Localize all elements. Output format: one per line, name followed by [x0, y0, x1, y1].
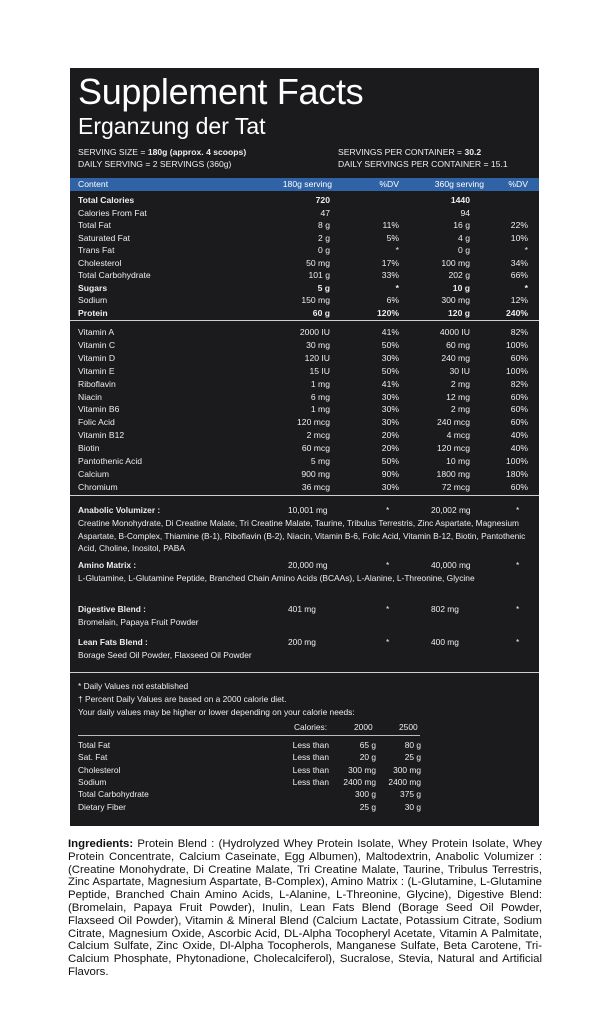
- supplement-facts-panel: [70, 68, 539, 826]
- blend-amount-360: 400 mg: [431, 637, 459, 647]
- header-dv-180: %DV: [379, 179, 399, 189]
- blend-amount-180: 10,001 mg: [288, 505, 328, 515]
- nutrient-amount-360: 300 mg: [441, 295, 470, 305]
- vitamin-name: Calcium: [78, 468, 110, 479]
- vitamin-row: [70, 403, 539, 415]
- vitamin-amount-180: 2000 IU: [299, 327, 330, 337]
- nutrient-amount-360: 202 g: [448, 270, 470, 280]
- vitamin-row: [70, 365, 539, 377]
- vitamin-row: [70, 352, 539, 364]
- vitamin-dv-180: 30%: [381, 404, 399, 415]
- dv-row-2500: 2400 mg: [388, 776, 421, 787]
- vitamin-amount-180: 5 mg: [310, 456, 330, 466]
- nutrient-dv-360: 66%: [510, 270, 528, 280]
- dv-row-limit: Less than: [292, 740, 329, 750]
- vitamin-dv-180: 20%: [381, 430, 399, 441]
- vitamin-name: Biotin: [78, 443, 100, 454]
- blend-block: [78, 504, 533, 554]
- vitamin-dv-360: 40%: [510, 443, 528, 454]
- vitamin-dv-180: 41%: [381, 327, 399, 337]
- nutrient-amount-180: 8 g: [318, 220, 330, 230]
- nutrient-dv-360: *: [524, 282, 528, 293]
- nutrient-dv-360: *: [524, 245, 528, 255]
- vitamin-dv-180: 30%: [381, 417, 399, 428]
- vitamin-amount-360: 2 mg: [450, 404, 470, 415]
- vitamin-dv-180: 50%: [381, 456, 399, 466]
- blend-name: Amino Matrix :: [78, 560, 137, 570]
- dv-row-2000: 65 g: [359, 740, 376, 750]
- vitamin-dv-360: 100%: [506, 339, 528, 350]
- header-content: Content: [78, 179, 109, 189]
- vitamin-row: [70, 378, 539, 390]
- vitamin-dv-180: 50%: [381, 365, 399, 376]
- dv-row-2500: 300 mg: [393, 764, 421, 775]
- vitamin-name: Vitamin B6: [78, 404, 120, 415]
- nutrient-amount-360: 100 mg: [441, 257, 470, 268]
- vitamin-name: Vitamin D: [78, 352, 116, 363]
- ingredients-label: Ingredients:: [68, 838, 134, 850]
- nutrient-dv-180: 6%: [386, 295, 399, 305]
- vitamin-name: Folic Acid: [78, 417, 115, 428]
- blend-amount-360: 40,000 mg: [431, 560, 471, 570]
- vitamin-name: Vitamin E: [78, 365, 115, 376]
- vitamin-dv-360: 100%: [506, 365, 528, 376]
- nutrient-row: [70, 219, 539, 231]
- daily-serving: DAILY SERVING = 2 SERVINGS (360g): [78, 159, 232, 169]
- vitamin-amount-180: 2 mcg: [306, 430, 330, 441]
- dv-col-2500: 2500: [399, 722, 418, 732]
- nutrient-amount-360: 4 g: [458, 232, 470, 243]
- vitamin-dv-180: 20%: [381, 443, 399, 454]
- blend-description: Creatine Monohydrate, Di Creatine Malate, Tri Creatine Malate, Taurine, Tribulus Terrestris, Zinc Aspartate, Magnesium Aspartate, B-Complex, Thiamine (B-1), Riboflavin (B-2), Niacin, Vitamin B-6, Folic Acid, Vitamin B-12, Biotin, Pantothenic Acid, Choline, Inositol, PABA: [78, 518, 526, 553]
- vitamin-row: [70, 391, 539, 403]
- blend-dv-360: *: [516, 637, 520, 647]
- vitamin-amount-360: 120 mcg: [437, 443, 470, 454]
- vitamin-dv-180: 30%: [381, 391, 399, 402]
- dv-calories-label: Calories:: [294, 722, 328, 732]
- vitamin-dv-180: 30%: [381, 481, 399, 492]
- vitamin-dv-360: 60%: [510, 404, 528, 415]
- vitamin-row: [70, 339, 539, 351]
- vitamin-dv-360: 100%: [506, 456, 528, 466]
- nutrient-row: [70, 294, 539, 306]
- vitamin-amount-360: 240 mcg: [437, 417, 470, 428]
- vitamin-dv-360: 60%: [510, 352, 528, 363]
- vitamin-dv-180: 90%: [381, 468, 399, 479]
- note-percent-daily: † Percent Daily Values are based on a 2000 calorie diet.: [78, 694, 287, 704]
- nutrient-row: [70, 207, 539, 219]
- nutrient-amount-180: 150 mg: [301, 295, 330, 305]
- nutrient-dv-180: 5%: [386, 232, 399, 243]
- vitamin-amount-360: 10 mg: [446, 456, 470, 466]
- vitamin-amount-360: 30 IU: [449, 365, 470, 376]
- dv-row-name: Total Carbohydrate: [78, 789, 149, 800]
- header-dv-360: %DV: [508, 179, 528, 189]
- vitamin-row: [70, 429, 539, 441]
- blend-dv-180: *: [386, 637, 390, 647]
- vitamin-amount-180: 900 mg: [301, 468, 330, 479]
- page-title: Supplement Facts: [78, 71, 364, 112]
- vitamin-amount-180: 60 mcg: [301, 443, 330, 454]
- vitamin-amount-360: 1800 mg: [436, 468, 470, 479]
- nutrient-name: Calories From Fat: [78, 207, 147, 218]
- blend-name: Anabolic Volumizer :: [78, 505, 161, 515]
- vitamin-name: Chromium: [78, 481, 118, 492]
- divider: [70, 495, 539, 496]
- blend-name: Lean Fats Blend :: [78, 637, 148, 647]
- vitamin-amount-180: 15 IU: [309, 365, 330, 376]
- vitamin-row: [70, 455, 539, 467]
- dv-row-name: Sat. Fat: [78, 752, 108, 763]
- dv-row-limit: Less than: [292, 752, 329, 763]
- blend-block: [78, 603, 533, 629]
- blend-description: Bromelain, Papaya Fruit Powder: [78, 617, 199, 627]
- dv-row-2000: 300 g: [355, 789, 376, 800]
- nutrient-amount-180: 5 g: [317, 282, 330, 293]
- vitamin-amount-360: 60 mg: [446, 339, 470, 350]
- blend-block: [78, 636, 533, 662]
- vitamin-dv-360: 180%: [506, 468, 528, 479]
- nutrient-name: Trans Fat: [78, 245, 115, 255]
- dv-row-name: Dietary Fiber: [78, 801, 126, 812]
- vitamin-row: [70, 326, 539, 338]
- vitamin-amount-360: 72 mcg: [441, 481, 470, 492]
- nutrient-name: Cholesterol: [78, 257, 122, 268]
- nutrient-name: Saturated Fat: [78, 232, 131, 243]
- serving-size: SERVING SIZE = 180g (approx. 4 scoops): [78, 147, 247, 157]
- nutrient-dv-360: 10%: [510, 232, 528, 243]
- vitamin-name: Vitamin A: [78, 327, 115, 337]
- vitamin-amount-360: 240 mg: [441, 352, 470, 363]
- vitamin-dv-360: 82%: [510, 327, 528, 337]
- nutrient-dv-360: 12%: [510, 295, 528, 305]
- nutrient-dv-180: 120%: [377, 307, 399, 318]
- nutrient-dv-180: 33%: [381, 270, 399, 280]
- vitamin-dv-180: 30%: [381, 352, 399, 363]
- dv-col-2000: 2000: [354, 722, 373, 732]
- nutrient-amount-180: 47: [320, 207, 330, 218]
- blend-dv-180: *: [386, 505, 390, 515]
- dv-row-name: Sodium: [78, 776, 107, 787]
- vitamin-name: Pantothenic Acid: [78, 456, 143, 466]
- nutrient-row: [70, 194, 539, 206]
- vitamin-row: [70, 468, 539, 480]
- blend-dv-360: *: [516, 604, 520, 614]
- nutrient-dv-180: 11%: [382, 220, 399, 230]
- vitamin-row: [70, 442, 539, 454]
- vitamin-amount-180: 120 mcg: [297, 417, 330, 428]
- vitamin-name: Niacin: [78, 391, 102, 402]
- nutrient-dv-360: 22%: [510, 220, 528, 230]
- vitamin-amount-180: 120 IU: [304, 352, 330, 363]
- nutrient-amount-360: 1440: [450, 195, 470, 205]
- table-header: [70, 178, 539, 191]
- vitamin-name: Vitamin B12: [78, 430, 125, 441]
- blend-dv-360: *: [516, 560, 520, 570]
- nutrient-row: [70, 269, 539, 281]
- vitamin-amount-180: 1 mg: [310, 404, 330, 415]
- vitamin-amount-180: 30 mg: [306, 339, 330, 350]
- vitamin-row: [70, 481, 539, 493]
- nutrient-row: [70, 232, 539, 244]
- blend-block: [78, 559, 533, 597]
- dv-row-limit: Less than: [292, 764, 329, 775]
- dv-row-2000: 300 mg: [348, 764, 376, 775]
- vitamin-amount-360: 4 mcg: [446, 430, 470, 441]
- ingredients-list: Protein Blend : (Hydrolyzed Whey Protein Isolate, Whey Protein Isolate, Whey Protein Concentrate, Calcium Caseinate, Egg Albumen), Maltodextrin, Anabolic Volumizer : (Creatine Monohydrate, Di Creatine Malate, Tri Creatine Malate, Taurine, Tribulus Terrestris, Zinc Aspartate, Magnesium Aspartate, B-Complex), Amino Matrix : (L-Glutamine, L-Glutamine Peptide, Branched Chain Amino Acids, L-Alanine, L-Threonine, Glycine), Digestive Blend: (Bromelain, Papaya Fruit Powder), Inulin, Lean Fats Blend (Borage Seed Oil Powder, Flaxseed Oil Powder), Vitamin & Mineral Blend (Calcium Lactate, Potassium Citrate, Sodium Citrate, Magnesium Oxide, Ascorbic Acid, DL-Alpha Tocopheryl Acetate, Vitamin A Palmitate, Calcium Sulfate, Zinc Oxide, Dl-Alpha Tocopherols, Manganese Sulfate, Beta Carotene, Tri-Calcium Phosphate, Phytonadione, Cholecalciferol), Sucralose, Stevia, Natural and Artificial Flavors.: [68, 838, 542, 978]
- blend-dv-180: *: [386, 604, 390, 614]
- vitamin-amount-180: 6 mg: [310, 391, 330, 402]
- nutrient-amount-180: 0 g: [318, 245, 330, 255]
- blend-name: Digestive Blend :: [78, 604, 146, 614]
- divider: [70, 672, 539, 673]
- header-serving-180: 180g serving: [282, 179, 332, 189]
- blend-amount-360: 802 mg: [431, 604, 459, 614]
- nutrient-amount-360: 16 g: [453, 220, 470, 230]
- note-calorie-needs: Your daily values may be higher or lower depending on your calorie needs:: [78, 707, 355, 717]
- nutrient-dv-180: *: [395, 245, 399, 255]
- blend-dv-360: *: [516, 505, 520, 515]
- blend-amount-360: 20,002 mg: [431, 505, 471, 515]
- dv-row-2500: 80 g: [404, 740, 421, 750]
- blend-dv-180: *: [386, 560, 390, 570]
- nutrient-amount-180: 2 g: [318, 232, 330, 243]
- vitamin-amount-360: 4000 IU: [439, 327, 470, 337]
- nutrient-amount-180: 720: [315, 195, 330, 205]
- nutrient-dv-360: 34%: [510, 257, 528, 268]
- blend-amount-180: 200 mg: [288, 637, 316, 647]
- vitamin-dv-360: 40%: [510, 430, 528, 441]
- nutrient-dv-180: 17%: [381, 257, 399, 268]
- divider: [70, 320, 539, 321]
- nutrient-amount-180: 50 mg: [306, 257, 330, 268]
- ingredients-text: [68, 838, 542, 979]
- dv-row-2500: 375 g: [400, 789, 421, 800]
- blend-amount-180: 20,000 mg: [288, 560, 328, 570]
- nutrient-amount-180: 101 g: [308, 270, 330, 280]
- vitamin-dv-360: 60%: [510, 481, 528, 492]
- nutrient-amount-360: 0 g: [458, 245, 470, 255]
- blend-description: Borage Seed Oil Powder, Flaxseed Oil Powder: [78, 650, 252, 660]
- dv-table-divider: [78, 735, 420, 736]
- vitamin-amount-180: 1 mg: [310, 378, 330, 389]
- nutrient-dv-360: 240%: [506, 307, 528, 318]
- nutrient-name: Protein: [78, 307, 108, 318]
- vitamin-dv-180: 50%: [381, 339, 399, 350]
- daily-servings-per-container: DAILY SERVINGS PER CONTAINER = 15.1: [338, 159, 508, 169]
- dv-row-2500: 30 g: [404, 801, 421, 812]
- nutrient-row: [70, 282, 539, 294]
- nutrient-name: Sugars: [78, 282, 108, 293]
- nutrient-name: Total Fat: [78, 220, 111, 230]
- vitamin-row: [70, 416, 539, 428]
- dv-row-name: Cholesterol: [78, 764, 121, 775]
- nutrient-name: Sodium: [78, 295, 108, 305]
- vitamin-dv-180: 41%: [381, 378, 399, 389]
- dv-row-2500: 25 g: [404, 752, 421, 763]
- nutrient-amount-360: 120 g: [448, 307, 470, 318]
- note-not-established: * Daily Values not established: [78, 681, 189, 691]
- vitamin-dv-360: 60%: [510, 391, 528, 402]
- blend-description: L-Glutamine, L-Glutamine Peptide, Branched Chain Amino Acids (BCAAs), L-Alanine, L-Threonine, Glycine: [78, 573, 475, 583]
- page-subtitle: Erganzung der Tat: [78, 113, 266, 139]
- nutrient-row: [70, 244, 539, 256]
- nutrient-name: Total Carbohydrate: [78, 270, 151, 280]
- dv-row-name: Total Fat: [78, 740, 111, 750]
- nutrient-amount-360: 10 g: [452, 282, 470, 293]
- nutrient-amount-180: 60 g: [312, 307, 330, 318]
- header-serving-360: 360g serving: [434, 179, 484, 189]
- vitamin-dv-360: 60%: [510, 417, 528, 428]
- dv-row-2000: 2400 mg: [343, 776, 376, 787]
- nutrient-row: [70, 307, 539, 319]
- vitamin-dv-360: 82%: [510, 378, 528, 389]
- servings-per-container: SERVINGS PER CONTAINER = 30.2: [338, 147, 482, 157]
- vitamin-amount-360: 12 mg: [446, 391, 470, 402]
- nutrient-name: Total Calories: [78, 195, 135, 205]
- vitamin-name: Vitamin C: [78, 339, 116, 350]
- dv-row-limit: Less than: [292, 776, 329, 787]
- blend-amount-180: 401 mg: [288, 604, 316, 614]
- nutrient-row: [70, 257, 539, 269]
- vitamin-amount-180: 36 mcg: [301, 481, 330, 492]
- vitamin-name: Riboflavin: [78, 378, 116, 389]
- dv-row-2000: 25 g: [359, 801, 376, 812]
- dv-row-2000: 20 g: [359, 752, 376, 763]
- vitamin-amount-360: 2 mg: [450, 378, 470, 389]
- nutrient-dv-180: *: [395, 282, 399, 293]
- nutrient-amount-360: 94: [460, 207, 470, 218]
